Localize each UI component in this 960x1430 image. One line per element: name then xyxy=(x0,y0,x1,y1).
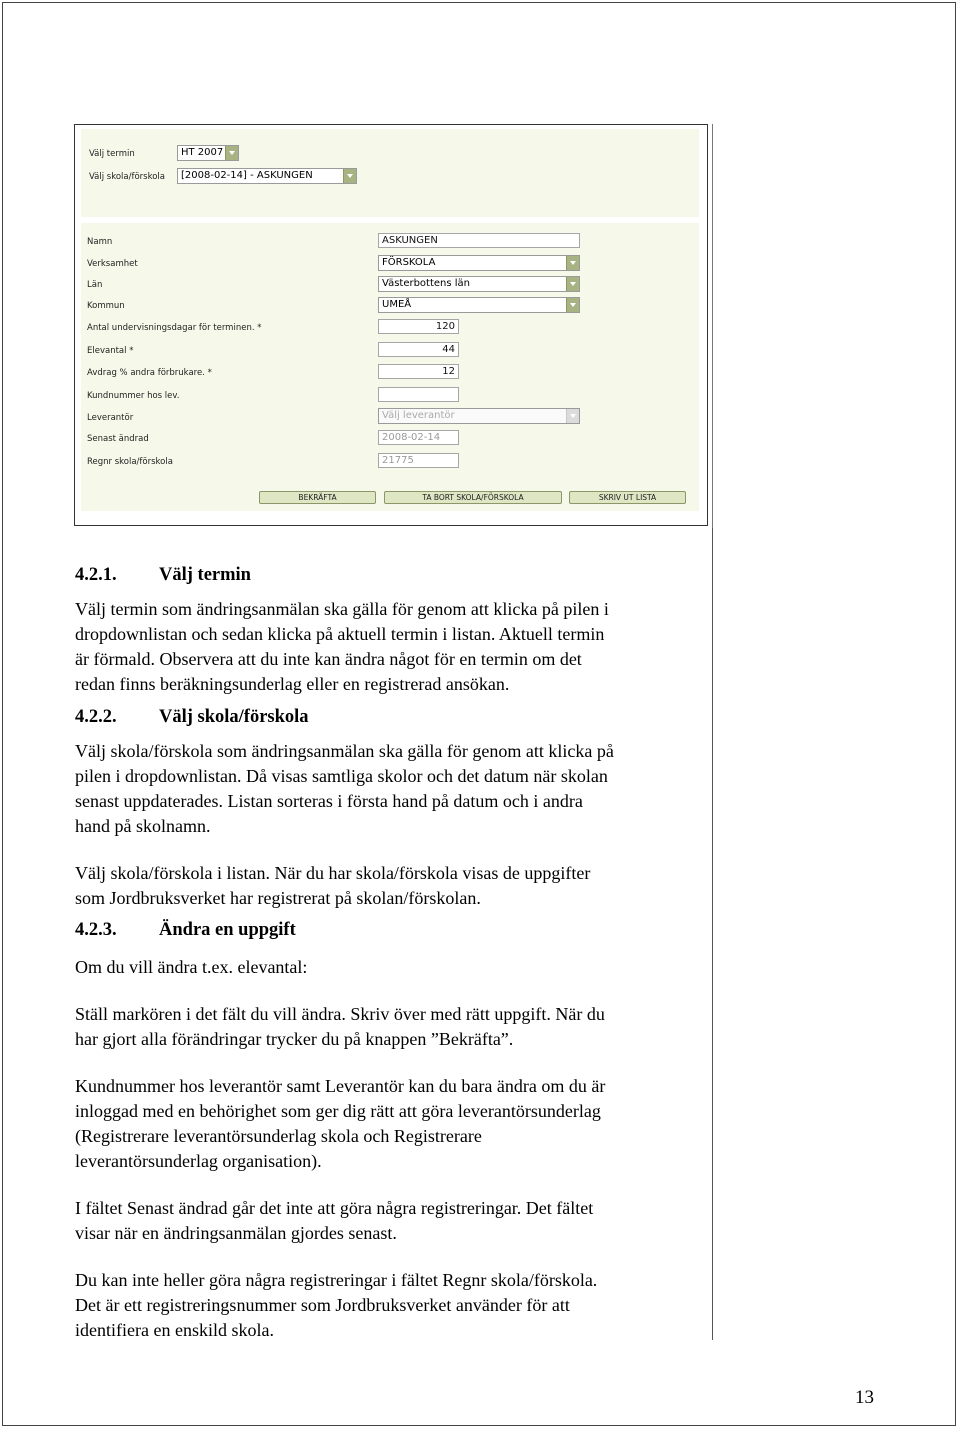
dagar-label: Antal undervisningsdagar för terminen. * xyxy=(87,323,262,333)
kundnummer-field[interactable] xyxy=(378,387,459,402)
section-title: Välj termin xyxy=(159,565,251,585)
paragraph-line: identifiera en enskild skola. xyxy=(75,1320,274,1340)
paragraph-line: som Jordbruksverket har registrerat på skolan/förskolan. xyxy=(75,888,481,908)
verksamhet-select-value: FÖRSKOLA xyxy=(382,257,436,268)
verksamhet-select[interactable] xyxy=(378,255,580,271)
paragraph-line: redan finns beräkningsunderlag eller en registrerad ansökan. xyxy=(75,674,510,694)
form-screenshot xyxy=(74,124,708,526)
leverantor-label: Leverantör xyxy=(87,413,134,423)
paragraph-line: hand på skolnamn. xyxy=(75,816,211,836)
section-number: 4.2.3. xyxy=(75,920,117,940)
termin-label: Välj termin xyxy=(89,149,135,159)
skola-label: Välj skola/förskola xyxy=(89,172,165,182)
right-margin-rule xyxy=(712,528,713,1340)
skola-select[interactable] xyxy=(177,168,357,184)
regnr-field: 21775 xyxy=(378,453,459,468)
paragraph-line: har gjort alla förändringar trycker du på knappen ”Bekräfta”. xyxy=(75,1029,514,1049)
verksamhet-label: Verksamhet xyxy=(87,259,138,269)
section-title: Välj skola/förskola xyxy=(159,707,309,727)
namn-label: Namn xyxy=(87,237,113,247)
section-number: 4.2.2. xyxy=(75,707,117,727)
paragraph-line: Välj skola/förskola som ändringsanmälan ska gälla för genom att klicka på xyxy=(75,741,614,761)
skriv-ut-button[interactable]: SKRIV UT LISTA xyxy=(569,491,686,504)
paragraph-line: Välj termin som ändringsanmälan ska gälla för genom att klicka på pilen i xyxy=(75,599,609,619)
paragraph-line: inloggad med en behörighet som ger dig rätt att göra leverantörsunderlag xyxy=(75,1101,601,1121)
paragraph-line: visar när en ändringsanmälan gjordes senast. xyxy=(75,1223,397,1243)
kommun-select[interactable] xyxy=(378,297,580,313)
kommun-select-value: UMEÅ xyxy=(382,299,412,310)
dagar-field[interactable]: 120 xyxy=(378,319,459,334)
selection-panel xyxy=(81,129,699,217)
kommun-label: Kommun xyxy=(87,301,125,311)
paragraph-line: Du kan inte heller göra några registreringar i fältet Regnr skola/förskola. xyxy=(75,1270,598,1290)
screenshot-right-edge xyxy=(712,124,713,528)
chevron-down-icon[interactable] xyxy=(566,409,579,423)
section-number: 4.2.1. xyxy=(75,565,117,585)
lan-label: Län xyxy=(87,280,103,290)
chevron-down-icon[interactable] xyxy=(566,256,579,270)
kundnummer-label: Kundnummer hos lev. xyxy=(87,391,180,401)
paragraph-line: pilen i dropdownlistan. Då visas samtliga skolor och det datum när skolan xyxy=(75,766,608,786)
bekrafta-button[interactable]: BEKRÄFTA xyxy=(259,491,376,504)
namn-field[interactable]: ASKUNGEN xyxy=(378,233,580,248)
chevron-down-icon[interactable] xyxy=(566,298,579,312)
lan-select[interactable] xyxy=(378,276,580,292)
termin-select[interactable] xyxy=(177,145,239,161)
section-heading-4-2-2 xyxy=(75,707,309,728)
section-heading-4-2-1 xyxy=(75,565,251,586)
paragraph-line: är förmald. Observera att du inte kan ändra något för en termin om det xyxy=(75,649,582,669)
chevron-down-icon[interactable] xyxy=(343,169,356,183)
ta-bort-button[interactable]: TA BORT SKOLA/FÖRSKOLA xyxy=(384,491,562,504)
paragraph-line: dropdownlistan och sedan klicka på aktuell termin i listan. Aktuell termin xyxy=(75,624,605,644)
chevron-down-icon[interactable] xyxy=(225,146,238,160)
paragraph-line: Det är ett registreringsnummer som Jordbruksverket använder för att xyxy=(75,1295,570,1315)
paragraph-line: Välj skola/förskola i listan. När du har skola/förskola visas de uppgifter xyxy=(75,863,591,883)
chevron-down-icon[interactable] xyxy=(566,277,579,291)
paragraph-line: Kundnummer hos leverantör samt Leverantör kan du bara ändra om du är xyxy=(75,1076,606,1096)
avdrag-field[interactable]: 12 xyxy=(378,364,459,379)
elevantal-field[interactable]: 44 xyxy=(378,342,459,357)
paragraph-line: Ställ markören i det fält du vill ändra. Skriv över med rätt uppgift. När du xyxy=(75,1004,605,1024)
paragraph-line: Om du vill ändra t.ex. elevantal: xyxy=(75,957,308,977)
lan-select-value: Västerbottens län xyxy=(382,278,471,289)
senast-field: 2008-02-14 xyxy=(378,430,459,445)
paragraph-line: leverantörsunderlag organisation). xyxy=(75,1151,322,1171)
skola-select-value: [2008-02-14] - ASKUNGEN xyxy=(181,170,313,181)
section-heading-4-2-3 xyxy=(75,920,296,941)
leverantor-select[interactable] xyxy=(378,408,580,424)
page-number: 13 xyxy=(855,1387,874,1408)
leverantor-select-value: Välj leverantör xyxy=(382,410,455,421)
paragraph-line: senast uppdaterades. Listan sorteras i första hand på datum och i andra xyxy=(75,791,583,811)
senast-label: Senast ändrad xyxy=(87,434,149,444)
section-title: Ändra en uppgift xyxy=(159,920,296,940)
paragraph-line: I fältet Senast ändrad går det inte att göra några registreringar. Det fältet xyxy=(75,1198,594,1218)
termin-select-value: HT 2007 xyxy=(181,147,224,158)
regnr-label: Regnr skola/förskola xyxy=(87,457,173,467)
paragraph-line: (Registrerare leverantörsunderlag skola och Registrerare xyxy=(75,1126,482,1146)
avdrag-label: Avdrag % andra förbrukare. * xyxy=(87,368,212,378)
elevantal-label: Elevantal * xyxy=(87,346,134,356)
